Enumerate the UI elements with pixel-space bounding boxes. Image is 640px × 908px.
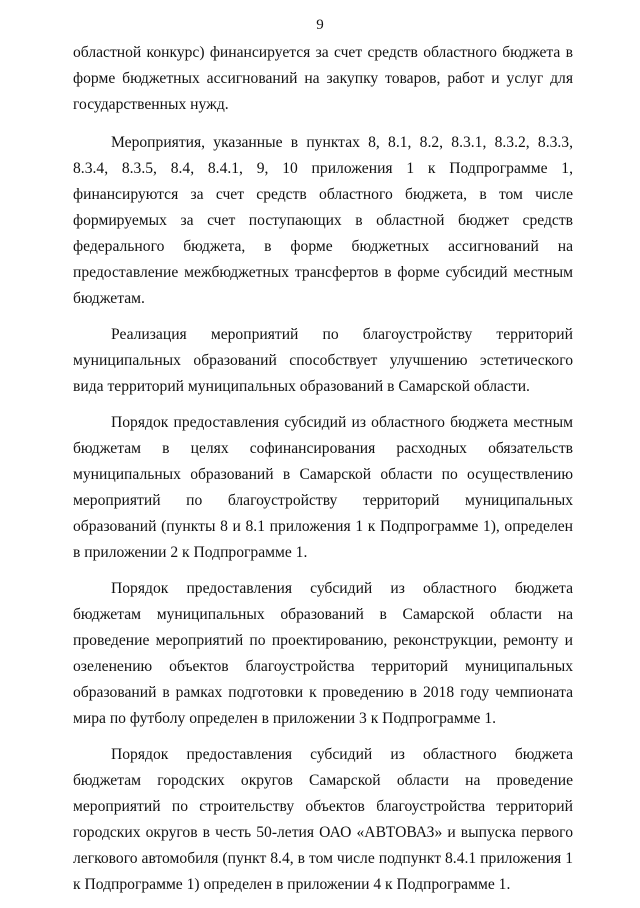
document-body [73, 40, 573, 908]
paragraph-financing-measures: Мероприятия, указанные в пунктах 8, 8.1, 8.2, 8.3.1, 8.3.2, 8.3.3, 8.3.4, 8.3.5, 8.4, 8.4.1, 9, 10 приложения 1 к Подпрограмме 1, финансируются за счет средств областного бюджета, в том числе формируемых за счет поступающих в областной бюджет средств федерального бюджета, в форме бюджетных ассигнований на предоставление межбюджетных трансфертов в форме субсидий местным бюджетам. [73, 134, 573, 307]
paragraph-subsidy-procedure-appendix-4: Порядок предоставления субсидий из областного бюджета бюджетам городских округов Самарской области на проведение мероприятий по строительству объектов благоустройства территорий городских округов в честь 50-летия ОАО «АВТОВАЗ» и выпуска первого легкового автомобиля (пункт 8.4, в том числе подпункт 8.4.1 приложения 1 к Подпрограмме 1) определен в приложении 4 к Подпрограмме 1. [73, 746, 573, 893]
page-number: 9 [316, 17, 324, 33]
paragraph-subsidy-procedure-appendix-2: Порядок предоставления субсидий из областного бюджета местным бюджетам в целях софинансирования расходных обязательств муниципальных образований в Самарской области по осуществлению мероприятий по благоустройству территорий муниципальных образований (пункты 8 и 8.1 приложения 1 к Подпрограмме 1), определен в приложении 2 к Подпрограмме 1. [73, 414, 573, 561]
paragraph-continuation: областной конкурс) финансируется за счет средств областного бюджета в форме бюджетных ассигнований на закупку товаров, работ и услуг для государственных нужд. [73, 44, 573, 113]
paragraph-subsidy-procedure-appendix-3: Порядок предоставления субсидий из областного бюджета бюджетам муниципальных образований в Самарской области на проведение мероприятий по проектированию, реконструкции, ремонту и озеленению объектов благоустройства территорий муниципальных образований в рамках подготовки к проведению в 2018 году чемпионата мира по футболу определен в приложении 3 к Подпрограмме 1. [73, 580, 573, 727]
paragraph-implementation: Реализация мероприятий по благоустройству территорий муниципальных образований способствует улучшению эстетического вида территорий муниципальных образований в Самарской области. [73, 326, 573, 395]
